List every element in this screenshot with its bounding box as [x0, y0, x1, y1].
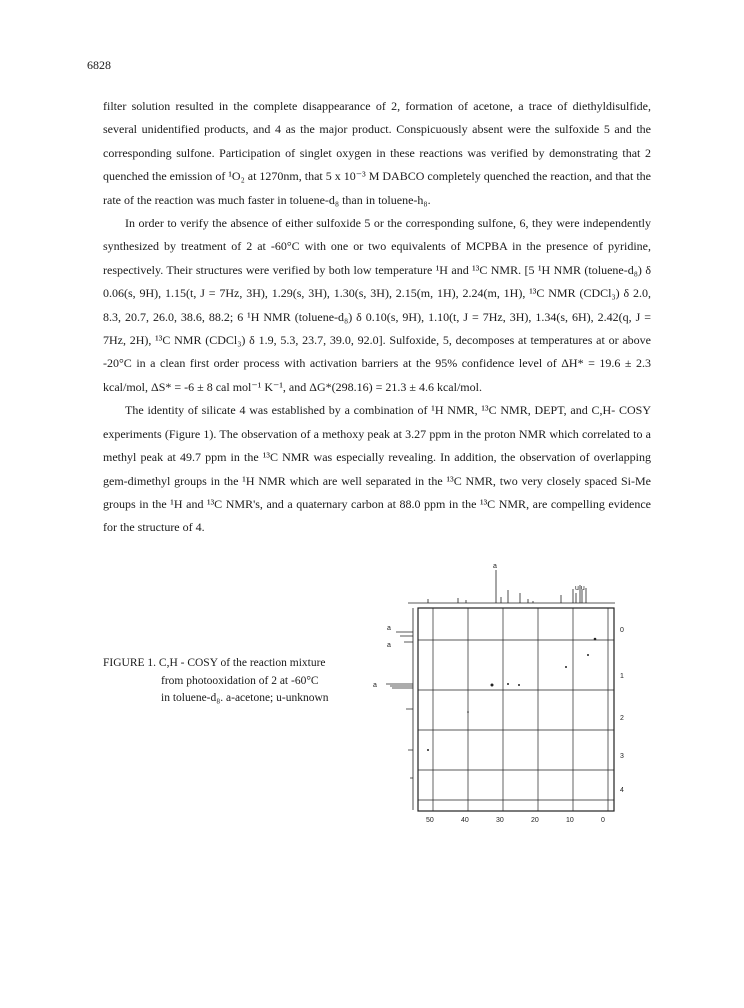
y-tick-label: 0: [620, 627, 624, 634]
proton-spectrum: [386, 608, 413, 810]
x-tick-label: 40: [461, 817, 469, 824]
figure-caption: [103, 655, 383, 708]
unknown-peak-label: u u: [575, 585, 585, 592]
caption-line: from photooxidation of 2 at -60°C: [161, 674, 319, 687]
paragraph-1: filter solution resulted in the complete disappearance of 2, formation of acetone, a trace of diethyldisulfide, several unidentified products, and 4 as the major product. Conspicuously absent were the sulfoxide 5 and the corresponding sulfone. Participation of singlet oxygen in these reactions was verified by demonstrating that 2 quenched the emission of ¹O₂ at 1270nm, that 5 x 10⁻³ M DABCO completely quenched the reaction, and that the rate of the reaction was much faster in toluene-d₈ than in toluene-h₈.: [103, 99, 652, 207]
caption-line: in toluene-d₈. a-acetone; u-unknown: [161, 692, 329, 704]
left-peak-label: a: [387, 625, 391, 632]
y-tick-label: 1: [620, 673, 624, 680]
x-tick-label: 10: [566, 817, 574, 824]
left-peak-label: a: [373, 682, 377, 689]
x-tick-label: 0: [601, 817, 605, 824]
y-tick-label: 3: [620, 753, 624, 760]
acetone-peak-label: a: [493, 563, 497, 570]
contour-grid: [418, 608, 614, 811]
left-peak-label: a: [387, 642, 391, 649]
y-tick-label: 4: [620, 787, 624, 794]
page-number: 6828: [87, 58, 111, 72]
caption-line: FIGURE 1. C,H - COSY of the reaction mixture: [103, 657, 326, 669]
x-tick-label: 30: [496, 817, 504, 824]
x-tick-label: 50: [426, 817, 434, 824]
paragraph-3: The identity of silicate 4 was established by a combination of ¹H NMR, ¹³C NMR, DEPT, and C,H- COSY experiments (Figure 1). The observation of a methoxy peak at 3.27 ppm in the proton NMR which correlated to a methyl peak at 49.7 ppm in the ¹³C NMR was especially revealing. In addition, the observation of overlapping gem-dimethyl groups in the ¹H NMR which are well separated in the ¹³C NMR, two very closely spaced Si-Me groups in the ¹H and ¹³C NMR's, and a quaternary carbon at 88.0 ppm in the ¹³C NMR, are compelling evidence for the structure of 4.: [103, 403, 652, 535]
cosy-figure: [368, 560, 638, 830]
x-tick-label: 20: [531, 817, 539, 824]
cross-peaks: [427, 638, 596, 751]
y-tick-label: 2: [620, 715, 624, 722]
body-text: [103, 95, 651, 540]
paragraph-2: In order to verify the absence of either sulfoxide 5 or the corresponding sulfone, 6, they were independently synthesized by treatment of 2 at -60°C with one or two equivalents of MCPBA in the presence of pyridine, respectively. Their structures were verified by both low temperature ¹H and ¹³C NMR. [5 ¹H NMR (toluene-d₈) δ 0.06(s, 9H), 1.15(t, J = 7Hz, 3H), 1.29(s, 3H), 1.30(s, 3H), 2.15(m, 1H), 2.24(m, 1H), ¹³C NMR (CDCl₃) δ 2.0, 8.3, 20.7, 26.0, 38.6, 88.2; 6 ¹H NMR (toluene-d₈) δ 0.10(s, 9H), 1.10(t, J = 7Hz, 3H), 1.34(s, 6H), 2.42(q, J = 7Hz, 2H), ¹³C NMR (CDCl₃) δ 1.9, 5.3, 23.7, 39.0, 92.0]. Sulfoxide, 5, decomposes at temperatures at or above -20°C in a clean first order process with activation barriers at the 95% confidence level of ΔH* = 19.6 ± 2.3 kcal/mol, ΔS* = -6 ± 8 cal mol⁻¹ K⁻¹, and ΔG*(298.16) = 21.3 ± 4.6 kcal/mol.: [103, 216, 652, 394]
cosy-plot: [368, 560, 638, 825]
